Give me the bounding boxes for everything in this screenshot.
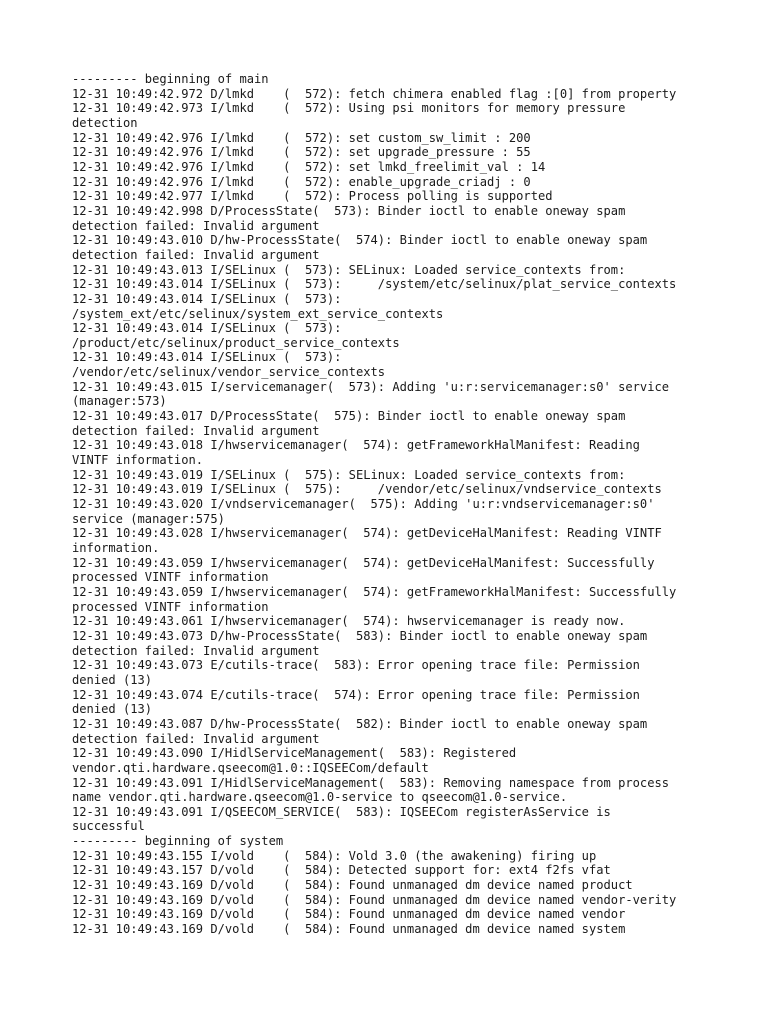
log-line: denied (13) [72, 672, 153, 687]
log-line: 12-31 10:49:43.169 D/vold ( 584): Found unmanaged dm device named system [72, 922, 626, 937]
log-line: 12-31 10:49:43.019 I/SELinux ( 575): /vendor/etc/selinux/vndservice_contexts [72, 482, 662, 497]
log-line: 12-31 10:49:43.090 I/HidlServiceManagement( 583): Registered [72, 746, 517, 761]
log-line: 12-31 10:49:43.073 D/hw-ProcessState( 583): Binder ioctl to enable oneway spam [72, 628, 648, 643]
log-line: denied (13) [72, 702, 153, 717]
log-line: 12-31 10:49:43.028 I/hwservicemanager( 574): getDeviceHalManifest: Reading VINTF [72, 526, 662, 541]
log-line: 12-31 10:49:43.169 D/vold ( 584): Found unmanaged dm device named vendor [72, 907, 626, 922]
log-line: 12-31 10:49:43.014 I/SELinux ( 573): [72, 321, 342, 336]
log-line: 12-31 10:49:42.977 I/lmkd ( 572): Process polling is supported [72, 189, 553, 204]
log-line: processed VINTF information [72, 570, 269, 585]
log-line: 12-31 10:49:43.155 I/vold ( 584): Vold 3.0 (the awakening) firing up [72, 848, 597, 863]
log-line: 12-31 10:49:43.014 I/SELinux ( 573): [72, 291, 342, 306]
log-line: 12-31 10:49:42.976 I/lmkd ( 572): set upgrade_pressure : 55 [72, 145, 531, 160]
log-line: 12-31 10:49:43.169 D/vold ( 584): Found unmanaged dm device named vendor-verity [72, 892, 677, 907]
log-line: vendor.qti.hardware.qseecom@1.0::IQSEECom/default [72, 760, 429, 775]
log-line: detection failed: Invalid argument [72, 423, 320, 438]
log-line: /product/etc/selinux/product_service_contexts [72, 335, 400, 350]
log-line: 12-31 10:49:43.087 D/hw-ProcessState( 582): Binder ioctl to enable oneway spam [72, 716, 648, 731]
log-line: /vendor/etc/selinux/vendor_service_contexts [72, 365, 386, 380]
log-line: --------- beginning of main [72, 72, 269, 86]
log-line: successful [72, 819, 145, 834]
log-line: 12-31 10:49:43.020 I/vndservicemanager( 575): Adding 'u:r:vndservicemanager:s0' [72, 497, 655, 512]
log-line: /system_ext/etc/selinux/system_ext_service_contexts [72, 306, 444, 321]
log-line: name vendor.qti.hardware.qseecom@1.0-service to qseecom@1.0-service. [72, 790, 568, 805]
log-line: 12-31 10:49:43.015 I/servicemanager( 573): Adding 'u:r:servicemanager:s0' service [72, 379, 670, 394]
log-line: 12-31 10:49:43.073 E/cutils-trace( 583): Error opening trace file: Permission [72, 658, 640, 673]
log-document [72, 72, 712, 937]
log-line: 12-31 10:49:43.014 I/SELinux ( 573): /system/etc/selinux/plat_service_contexts [72, 277, 677, 292]
log-line: 12-31 10:49:43.074 E/cutils-trace( 574): Error opening trace file: Permission [72, 687, 640, 702]
log-line: detection failed: Invalid argument [72, 731, 320, 746]
log-line: 12-31 10:49:42.976 I/lmkd ( 572): enable_upgrade_criadj : 0 [72, 174, 531, 189]
log-line: 12-31 10:49:43.169 D/vold ( 584): Found unmanaged dm device named product [72, 878, 633, 893]
log-line: detection failed: Invalid argument [72, 218, 320, 233]
log-line: detection failed: Invalid argument [72, 643, 320, 658]
log-line: 12-31 10:49:43.091 I/HidlServiceManagement( 583): Removing namespace from process [72, 775, 670, 790]
log-line: detection [72, 115, 138, 130]
log-line: detection failed: Invalid argument [72, 247, 320, 262]
log-line: 12-31 10:49:43.059 I/hwservicemanager( 574): getDeviceHalManifest: Successfully [72, 555, 655, 570]
log-line: 12-31 10:49:43.091 I/QSEECOM_SERVICE( 583): IQSEECom registerAsService is [72, 804, 611, 819]
log-line: 12-31 10:49:43.017 D/ProcessState( 575): Binder ioctl to enable oneway spam [72, 409, 626, 424]
log-line: 12-31 10:49:42.998 D/ProcessState( 573): Binder ioctl to enable oneway spam [72, 203, 626, 218]
log-line: 12-31 10:49:42.976 I/lmkd ( 572): set lmkd_freelimit_val : 14 [72, 159, 546, 174]
log-line: 12-31 10:49:43.010 D/hw-ProcessState( 574): Binder ioctl to enable oneway spam [72, 233, 648, 248]
log-line: 12-31 10:49:42.976 I/lmkd ( 572): set custom_sw_limit : 200 [72, 130, 531, 145]
log-line: (manager:573) [72, 394, 167, 409]
log-line: 12-31 10:49:43.061 I/hwservicemanager( 574): hwservicemanager is ready now. [72, 614, 626, 629]
log-line: information. [72, 541, 160, 555]
log-line: 12-31 10:49:43.013 I/SELinux ( 573): SELinux: Loaded service_contexts from: [72, 262, 626, 277]
log-line: 12-31 10:49:43.019 I/SELinux ( 575): SELinux: Loaded service_contexts from: [72, 467, 626, 482]
log-line: --------- beginning of system [72, 834, 284, 849]
log-line: processed VINTF information [72, 599, 269, 614]
log-line: 12-31 10:49:42.972 D/lmkd ( 572): fetch chimera enabled flag :[0] from property [72, 86, 677, 101]
log-line: 12-31 10:49:42.973 I/lmkd ( 572): Using psi monitors for memory pressure [72, 101, 626, 116]
log-line: 12-31 10:49:43.059 I/hwservicemanager( 574): getFrameworkHalManifest: Successfully [72, 584, 677, 599]
log-line: 12-31 10:49:43.018 I/hwservicemanager( 574): getFrameworkHalManifest: Reading [72, 438, 640, 453]
log-line: 12-31 10:49:43.157 D/vold ( 584): Detected support for: ext4 f2fs vfat [72, 863, 611, 878]
log-line: service (manager:575) [72, 511, 225, 526]
log-line: VINTF information. [72, 453, 204, 468]
log-line: 12-31 10:49:43.014 I/SELinux ( 573): [72, 350, 342, 365]
